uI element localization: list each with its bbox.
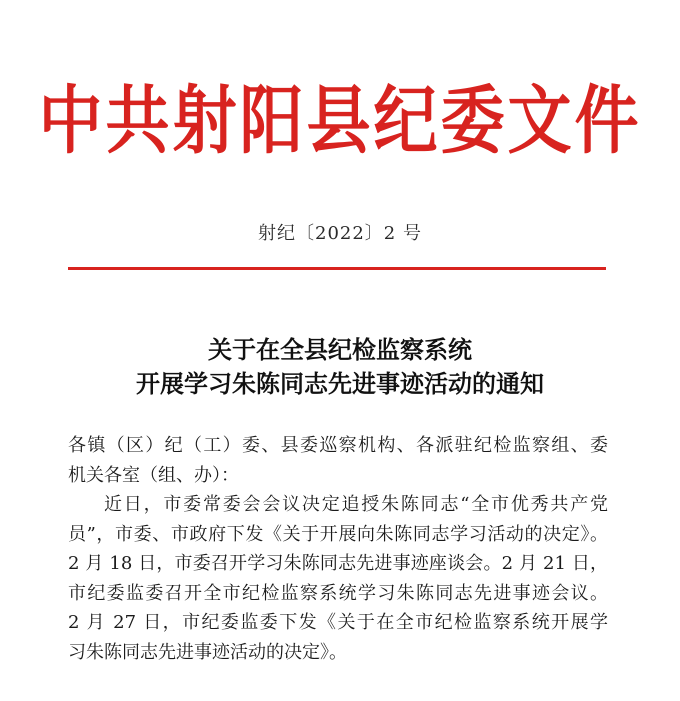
document-number: 射纪〔2022〕2 号 — [258, 223, 422, 244]
paragraph-line-4: 市纪委监委召开全市纪检监察系统学习朱陈同志先进事迹会议。 — [68, 582, 608, 604]
paragraph-line-5: 2 月 27 日，市纪委监委下发《关于在全市纪检监察系统开展学 — [68, 612, 608, 633]
notice-title-line-1: 关于在全县纪检监察系统 — [208, 335, 472, 364]
salutation-line-2: 机关各室（组、办）： — [68, 464, 239, 486]
masthead-title: 中共射阳县纪委文件 — [38, 78, 642, 165]
notice-body — [68, 431, 608, 667]
salutation-line-1: 各镇（区）纪（工）委、县委巡察机构、各派驻纪检监察组、委 — [68, 435, 608, 456]
paragraph-line-1: 近日，市委常委会会议决定追授朱陈同志“全市优秀共产党 — [104, 494, 608, 515]
notice-title-line-2: 开展学习朱陈同志先进事迹活动的通知 — [136, 369, 544, 398]
paragraph-line-2: 员”，市委、市政府下发《关于开展向朱陈同志学习活动的决定》。 — [68, 523, 608, 545]
paragraph-line-3: 2 月 18 日，市委召开学习朱陈同志先进事迹座谈会。2 月 21 日， — [68, 553, 608, 574]
red-divider-line — [68, 267, 606, 270]
paragraph-line-6: 习朱陈同志先进事迹活动的决定》。 — [68, 641, 347, 663]
notice-title — [0, 333, 680, 401]
